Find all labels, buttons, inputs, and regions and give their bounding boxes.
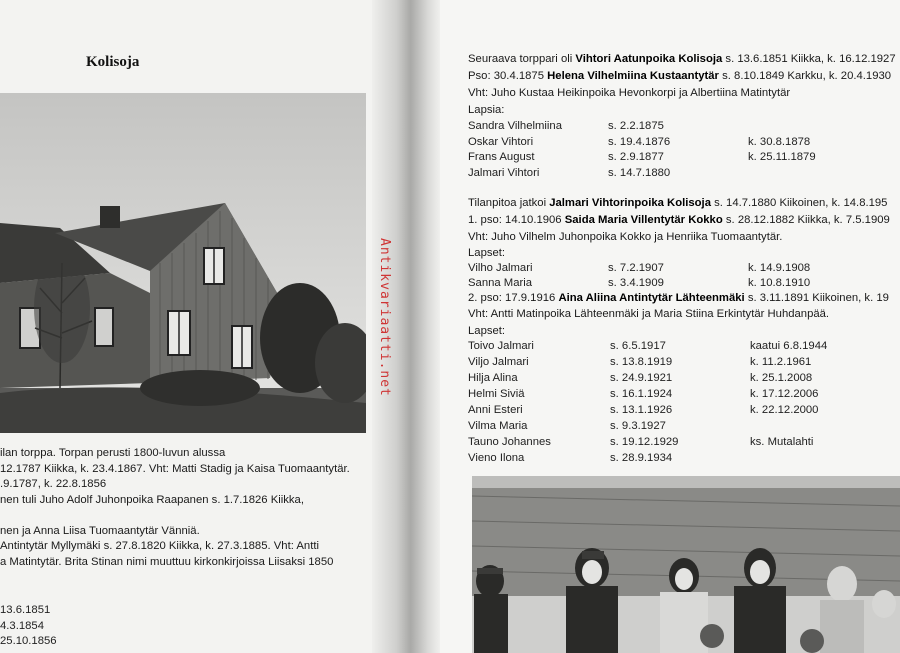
child-born: s. 6.5.1917: [610, 340, 666, 352]
child-died: ks. Mutalahti: [750, 436, 814, 448]
text: Tilanpitoa jatkoi: [468, 197, 550, 209]
person-name: Aina Aliina Antintytär Lähteenmäki: [558, 292, 745, 304]
child-name: Helmi Siviä: [468, 388, 525, 400]
text: 2. pso: 17.9.1916: [468, 292, 559, 304]
person-name: Vihtori Aatunpoika Kolisoja: [575, 53, 723, 65]
text: s. 14.7.1880 Kiikoinen, k. 14.8.195: [710, 197, 888, 209]
child-died: kaatui 6.8.1944: [750, 340, 828, 352]
left-page: [0, 0, 400, 653]
text-line: ilan torppa. Torpan perusti 1800-luvun alussa: [0, 447, 226, 459]
child-died: k. 17.12.2006: [750, 388, 819, 400]
left-dates-list: [0, 603, 57, 650]
text-line: Antintytär Myllymäki s. 27.8.1820 Kiikka, k. 27.3.1885. Vht: Antti: [0, 540, 319, 552]
child-born: s. 14.7.1880: [608, 166, 671, 179]
child-died: k. 25.1.2008: [750, 372, 813, 384]
child-died: k. 14.9.1908: [748, 262, 811, 274]
text-line: .9.1787, k. 22.8.1856: [0, 478, 107, 490]
child-name: Frans August: [468, 151, 535, 163]
text: s. 28.12.1882 Kiikka, k. 7.5.1909: [722, 214, 890, 226]
text-line: a Matintytär. Brita Stinan nimi muuttuu kirkonkirjoissa Liisaksi 1850: [0, 555, 334, 568]
person-name: Helena Vilhelmiina Kustaantytär: [547, 70, 719, 82]
child-born: s. 19.4.1876: [608, 135, 671, 148]
child-name: Anni Esteri: [468, 404, 523, 416]
person-name: Saida Maria Villentytär Kokko: [564, 214, 723, 226]
child-died: k. 11.2.1961: [750, 356, 812, 368]
para1-line2: [468, 69, 891, 84]
text: 1. pso: 14.10.1906: [468, 214, 565, 226]
child-born: s. 3.4.1909: [608, 277, 664, 289]
child-name: Vieno Ilona: [468, 452, 525, 464]
text-line: nen ja Anna Liisa Tuomaantytär Vänniä.: [0, 524, 200, 537]
text: s. 13.6.1851 Kiikka, k. 16.12.1927: [722, 53, 896, 65]
child-born: s. 13.8.1919: [610, 356, 673, 368]
person-name: Jalmari Vihtorinpoika Kolisoja: [549, 197, 711, 209]
children-heading: Lapset:: [468, 247, 506, 259]
children-heading: Lapset:: [468, 325, 506, 337]
child-born: s. 7.2.1907: [608, 262, 664, 274]
family-photo: [472, 476, 900, 653]
child-born: s. 9.3.1927: [610, 420, 666, 432]
para1-line3: Vht: Juho Kustaa Heikinpoika Hevonkorpi ja Albertiina Matintytär: [468, 87, 791, 99]
para3-line2: Vht: Antti Matinpoika Lähteenmäki ja Maria Stiina Erkintytär Huhdanpää.: [468, 308, 830, 320]
child-born: s. 19.12.1929: [610, 436, 679, 448]
date-item: 25.10.1856: [0, 635, 57, 647]
child-born: s. 13.1.1926: [610, 404, 673, 416]
child-born: s. 16.1.1924: [610, 388, 673, 400]
child-name: Viljo Jalmari: [468, 356, 529, 368]
page-title: Kolisoja: [86, 54, 140, 70]
watermark: Antikvariaatti.net: [377, 238, 392, 397]
child-born: s. 2.2.1875: [608, 120, 664, 132]
text: s. 3.11.1891 Kiikoinen, k. 19: [744, 292, 889, 304]
child-died: k. 22.12.2000: [750, 404, 819, 416]
house-photo: [0, 93, 366, 433]
text: s. 8.10.1849 Karkku, k. 20.4.1930: [718, 70, 892, 82]
child-died: k. 30.8.1878: [748, 135, 811, 148]
child-name: Hilja Alina: [468, 372, 518, 384]
child-died: k. 10.8.1910: [748, 277, 811, 289]
text-line: 12.1787 Kiikka, k. 23.4.1867. Vht: Matti Stadig ja Kaisa Tuomaantytär.: [0, 462, 350, 475]
child-name: Sandra Vilhelmiina: [468, 120, 562, 132]
date-item: 4.3.1854: [0, 619, 44, 632]
text-line: nen tuli Juho Adolf Juhonpoika Raapanen s. 1.7.1826 Kiikka,: [0, 493, 304, 506]
children-heading: Lapsia:: [468, 104, 505, 116]
para2-line1: [468, 196, 887, 211]
child-born: s. 2.9.1877: [608, 151, 664, 163]
date-item: 13.6.1851: [0, 604, 51, 616]
para3-line1: [468, 291, 889, 306]
child-name: Tauno Johannes: [468, 436, 551, 448]
child-name: Jalmari Vihtori: [468, 166, 540, 179]
child-born: s. 24.9.1921: [610, 372, 673, 384]
text-line: [0, 508, 372, 524]
child-name: Vilho Jalmari: [468, 262, 533, 274]
child-name: Sanna Maria: [468, 277, 533, 289]
para1-line1: [468, 52, 896, 67]
text: Pso: 30.4.1875: [468, 70, 548, 82]
child-born: s. 28.9.1934: [610, 452, 673, 464]
child-name: Toivo Jalmari: [468, 340, 534, 352]
text: Seuraava torppari oli: [468, 53, 576, 65]
child-died: k. 25.11.1879: [748, 151, 816, 163]
para2-line2: [468, 213, 890, 228]
para2-line3: Vht: Juho Vilhelm Juhonpoika Kokko ja Henriika Tuomaantytär.: [468, 231, 783, 243]
left-body-text: [0, 446, 372, 570]
child-name: Vilma Maria: [468, 420, 528, 432]
child-name: Oskar Vihtori: [468, 135, 534, 148]
